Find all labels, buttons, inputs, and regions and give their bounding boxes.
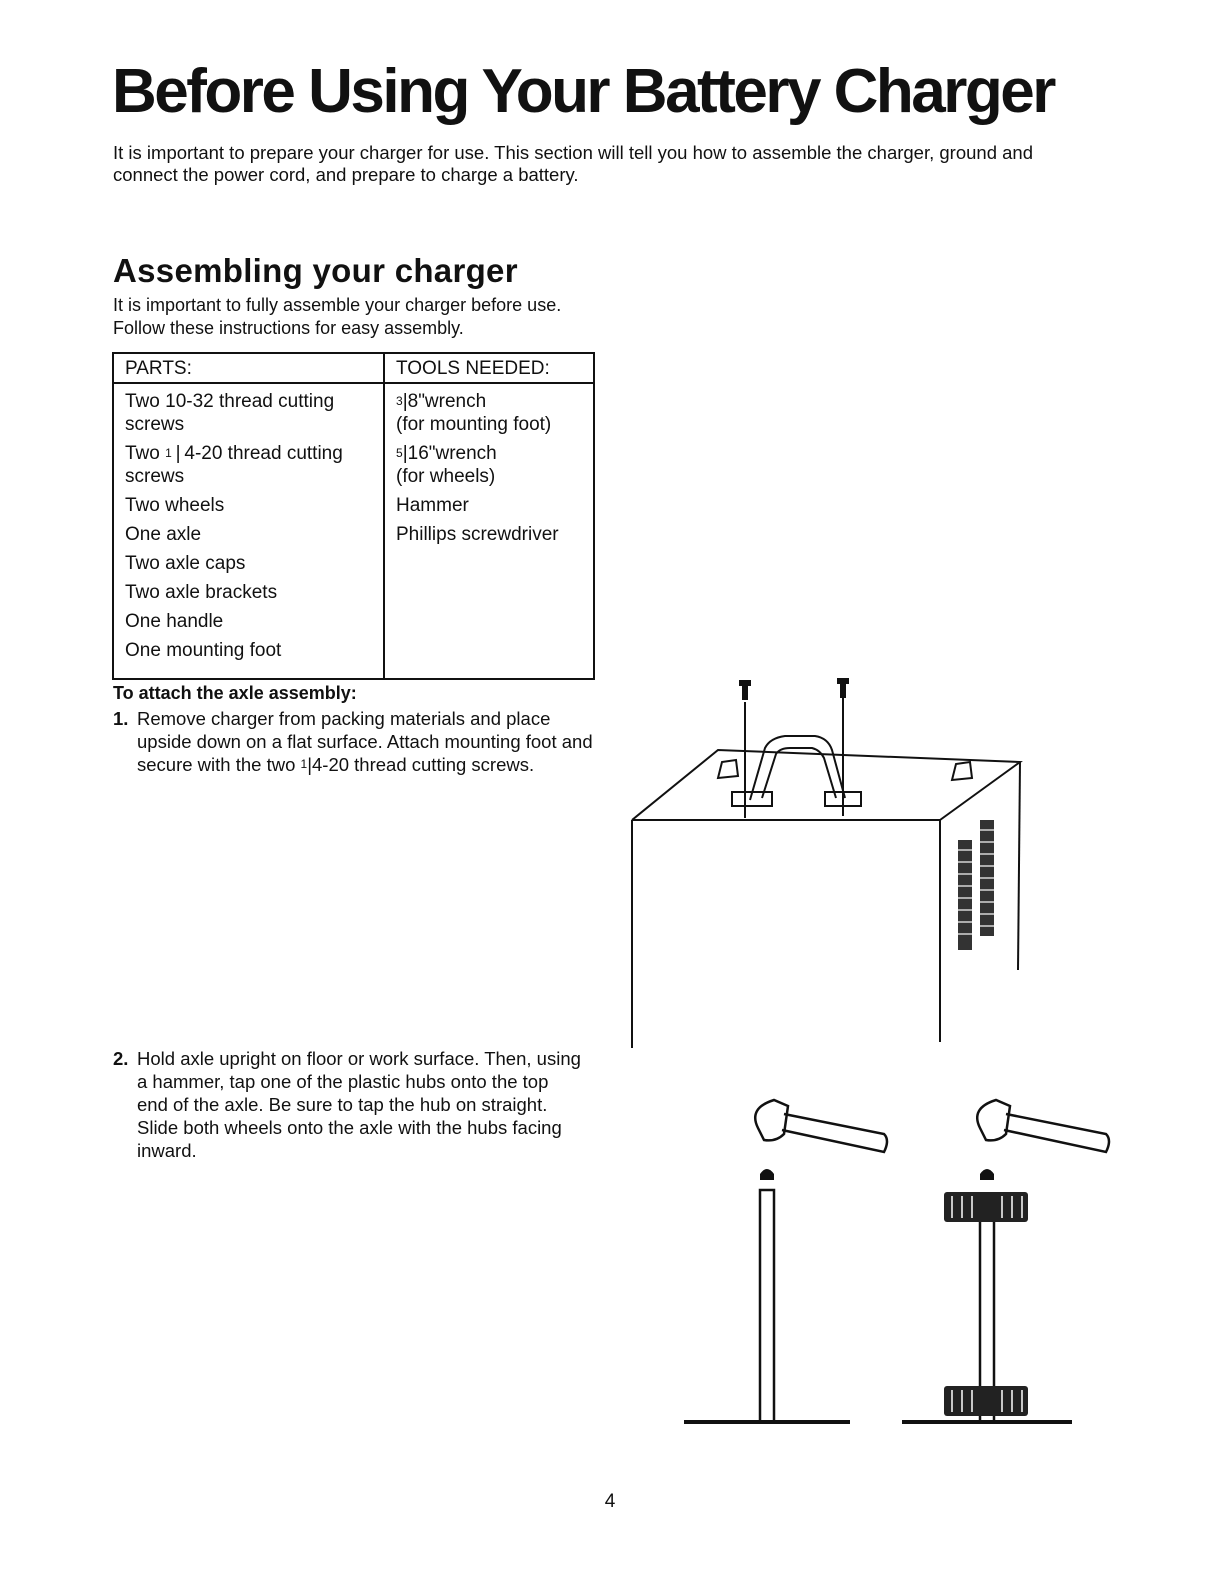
part-item: One mounting foot [125, 640, 282, 661]
tool-item: Hammer [396, 495, 469, 516]
parts-list [125, 390, 383, 662]
tool-item: $^3$|8"wrench (for mounting foot) [396, 391, 552, 435]
steps-heading: To attach the axle assembly: [113, 683, 357, 703]
tools-list-cell [384, 383, 594, 679]
tool-item: Phillips screwdriver [396, 524, 559, 545]
part-item: Two axle caps [125, 553, 246, 574]
tool-item: $^5$|16"wrench (for wheels) [396, 443, 497, 487]
page-number: 4 [604, 1491, 616, 1512]
tools-list [396, 390, 593, 546]
step-number: 2. [113, 1048, 129, 1069]
step-number: 1. [113, 708, 129, 729]
parts-list-cell [113, 383, 384, 679]
charger-mounting-foot-illustration [600, 670, 1040, 1060]
part-item: Two 10-32 thread cutting screws [125, 391, 335, 435]
section-intro: It is important to fully assemble your charger before use. Follow these instructions for easy assembly. [113, 295, 562, 338]
part-item: One handle [125, 611, 224, 632]
axle-hub-hammer-illustration [680, 1090, 1120, 1440]
part-item: Two axle brackets [125, 582, 278, 603]
parts-header: PARTS: [113, 353, 384, 383]
page-title: Before Using Your Battery Charger [112, 57, 1054, 126]
part-item: One axle [125, 524, 202, 545]
section-title: Assembling your charger [113, 252, 518, 289]
page-intro: It is important to prepare your charger for use. This section will tell you how to assemble the charger, ground and connect the power cord, and prepare to charge a battery. [113, 142, 1033, 185]
step-2 [113, 1047, 583, 1162]
parts-tools-table [112, 352, 595, 680]
tools-header: TOOLS NEEDED: [384, 353, 594, 383]
step-text: Remove charger from packing materials and place upside down on a flat surface. Attach mounting foot and secure with the two $^1$|4-20 thread cutting screws. [137, 708, 593, 775]
step-1 [113, 707, 603, 776]
part-item: Two wheels [125, 495, 225, 516]
part-item: Two $^1$ | 4-20 thread cutting screws [125, 443, 343, 487]
step-text: Hold axle upright on floor or work surface. Then, using a hammer, tap one of the plastic hubs onto the top end of the axle. Be sure to tap the hub on straight. Slide both wheels onto the axle with the hubs facing inward. [137, 1048, 581, 1161]
